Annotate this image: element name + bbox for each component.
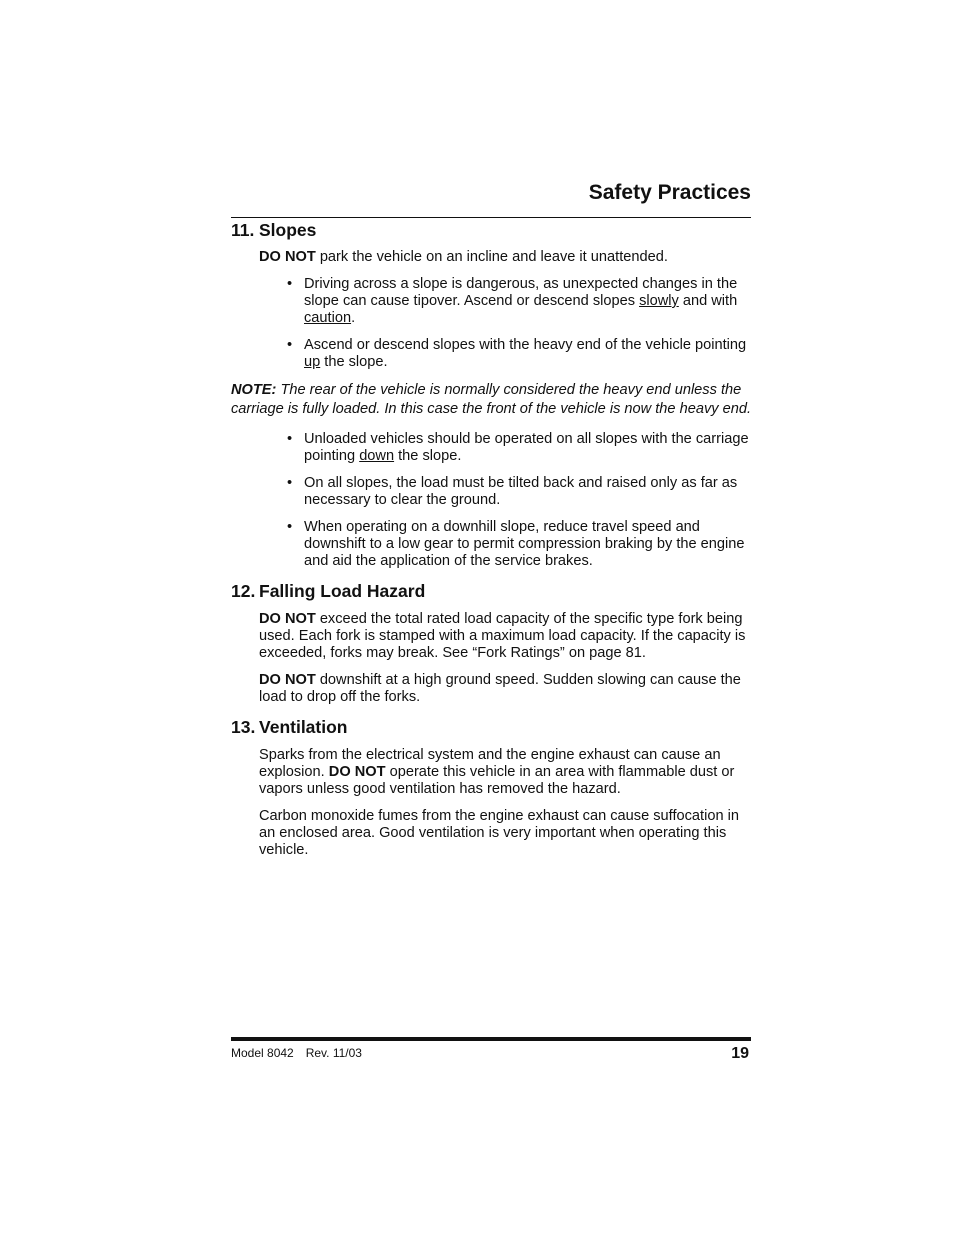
note-label: NOTE:: [231, 382, 277, 398]
underlined-word: slowly: [639, 293, 679, 309]
section-title: Falling Load Hazard: [259, 581, 426, 601]
section-title: Ventilation: [259, 717, 348, 737]
paragraph-text: exceed the total rated load capacity of the specific type fork being used. Each fork is stamped with a maximum load capacity. If the capacity is exceeded, forks may break. See “Fork Ratings” on page 81.: [259, 611, 746, 661]
list-item: • Driving across a slope is dangerous, as unexpected changes in the slope can cause tipover. Ascend or descend slopes slowly and with caution.: [304, 276, 751, 327]
header-rule: [231, 217, 751, 218]
note: [231, 381, 751, 419]
warning-emphasis: DO NOT: [259, 672, 316, 688]
bullet-list: [231, 276, 751, 371]
underlined-word: up: [304, 354, 321, 370]
paragraph: [259, 249, 751, 266]
paragraph: [259, 611, 751, 662]
page-title: Safety Practices: [588, 181, 751, 204]
bullet-list: [231, 431, 751, 570]
page-number: 19: [731, 1045, 749, 1062]
paragraph: [259, 808, 751, 859]
paragraph-text: operate this vehicle in an area with flammable dust or vapors unless good ventilation has removed the hazard.: [259, 764, 735, 797]
warning-emphasis: DO NOT: [259, 249, 316, 265]
underlined-word: caution: [304, 310, 352, 326]
footer-revision: Rev. 11/03: [305, 1046, 362, 1060]
warning-emphasis: DO NOT: [328, 764, 386, 780]
paragraph: [259, 747, 751, 798]
list-item: • When operating on a downhill slope, reduce travel speed and downshift to a low gear to permit compression braking by the engine and aid the application of the service brakes.: [304, 519, 751, 570]
underlined-word: down: [359, 448, 395, 464]
manual-page: [231, 0, 751, 1235]
section-title: Slopes: [259, 220, 317, 240]
footer-model: Model 8042: [231, 1046, 294, 1060]
warning-emphasis: DO NOT: [259, 611, 316, 627]
section-heading-slopes: [231, 219, 751, 241]
page-content: [231, 219, 751, 869]
list-item: • Unloaded vehicles should be operated on all slopes with the carriage pointing down the slope.: [304, 431, 751, 465]
list-item: • On all slopes, the load must be tilted back and raised only as far as necessary to clear the ground.: [304, 475, 751, 509]
note-text: The rear of the vehicle is normally considered the heavy end unless the carriage is fully loaded. In this case the front of the vehicle is now the heavy end.: [231, 382, 751, 417]
footer-rule: [231, 1037, 751, 1041]
section-number: 11.: [231, 220, 255, 240]
paragraph-text: downshift at a high ground speed. Sudden slowing can cause the load to drop off the forks.: [259, 672, 741, 705]
section-number: 13.: [231, 717, 256, 737]
section-heading-ventilation: [231, 716, 751, 738]
paragraph: [259, 672, 751, 706]
section-heading-falling-load: [231, 580, 751, 602]
paragraph-text: park the vehicle on an incline and leave it unattended.: [315, 249, 668, 265]
footer-info: [231, 1046, 374, 1060]
paragraph-text: Carbon monoxide fumes from the engine exhaust can cause suffocation in an enclosed area. Good ventilation is very important when operating this vehicle.: [259, 808, 739, 858]
section-number: 12.: [231, 581, 256, 601]
paragraph-text: Sparks from the electrical system and the engine exhaust can cause an explosion.: [259, 747, 721, 780]
list-item: • Ascend or descend slopes with the heavy end of the vehicle pointing up the slope.: [304, 337, 751, 371]
